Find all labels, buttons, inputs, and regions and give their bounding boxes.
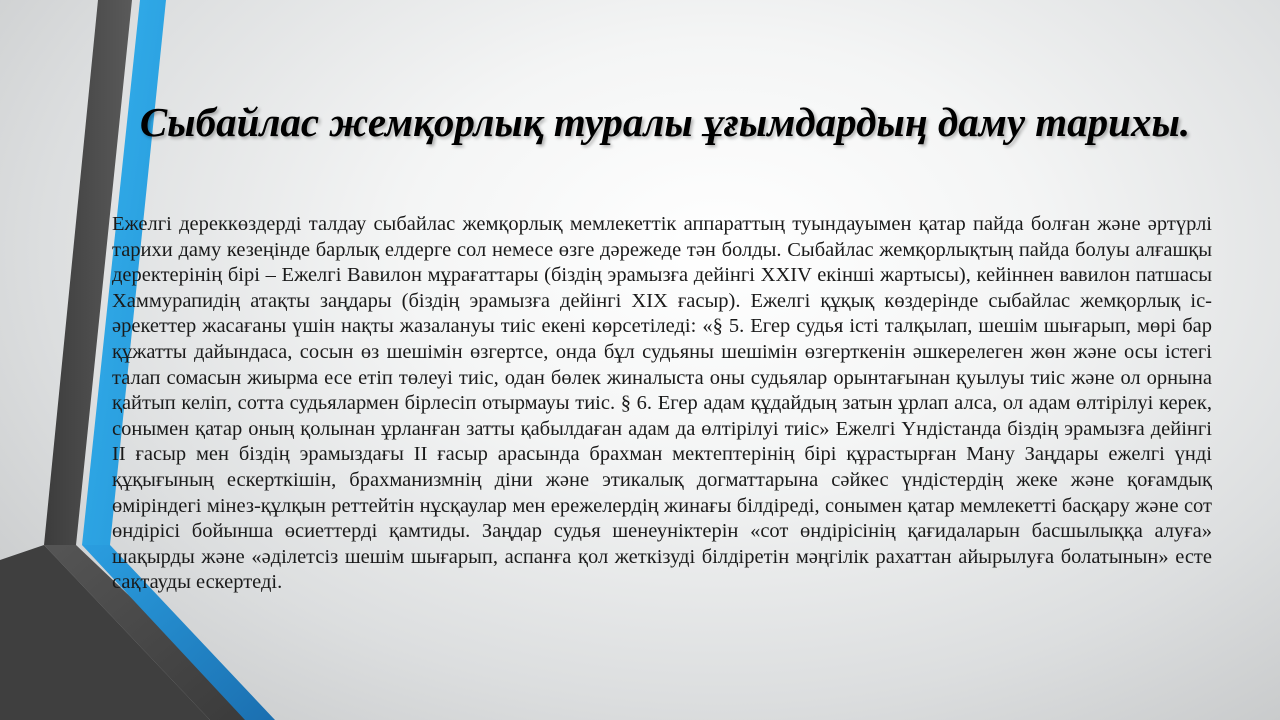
- body-paragraph: Ежелгі дереккөздерді талдау сыбайлас жемқорлық мемлекеттік аппараттың туындауымен қатар пайда болған және әртүрлі тарихи даму кезеңінде барлық елдерге сол немесе өзге дәрежеде тән болды. Сыбайлас жемқорлықтың пайда болуы алғашқы деректерінің бірі – Ежелгі Вавилон мұрағаттары (біздің эрамызға дейінгі XXIV екінші жартысы), кейіннен вавилон патшасы Хаммурапидің атақты заңдары (біздің эрамызға дейінгі XIX ғасыр). Ежелгі құқық көздерінде сыбайлас жемқорлық іс-әрекеттер жасағаны үшін нақты жазалануы тиіс екені көрсетіледі: «§ 5. Егер судья істі талқылап, шешім шығарып, мөрі бар құжатты дайындаса, сосын өз шешімін өзгертсе, онда бұл судьяны шешімін өзгерткенін әшкерелеген жөн және осы істегі талап сомасын жиырма есе етіп төлеуі тиіс, одан бөлек жиналыста оны судьялар орынтағынан қуылуы тиіс және ол орнына қайтып келіп, сотта судьялармен бірлесіп отырмауы тиіс. § 6. Егер адам құдайдың затын ұрлап алса, ол адам өлтірілуі керек, сонымен қатар оның қолынан ұрланған затты қабылдаған адам да өлтірілуі тиіс» Ежелгі Үндістанда біздің эрамызға дейінгі II ғасыр мен біздің эрамыздағы II ғасыр арасында брахман мектептерінің бірі құрастырған Ману Заңдары ежелгі үнді құқығының ескерткішін, брахманизмнің діни және этикалық догматтарына сәйкес үндістердің жеке және қоғамдық өміріндегі мінез-құлқын реттейтін нұсқаулар мен ережелердің жинағы білдіреді, сонымен қатар мемлекетті басқару және сот өндірісі бойынша өсиеттерді қамтиды. Заңдар судья шенеуніктерін «сот өндірісінің қағидаларын басшылыққа алуға» шақырды және «әділетсіз шешім шығарып, аспанға қол жеткізуді білдіретін мәңгілік рахаттан айырылуға болатынын» есте сақтауды ескертеді.: [112, 213, 1212, 594]
- slide-title: Сыбайлас жемқорлық туралы ұғымдардың даму тарихы.: [139, 99, 1191, 145]
